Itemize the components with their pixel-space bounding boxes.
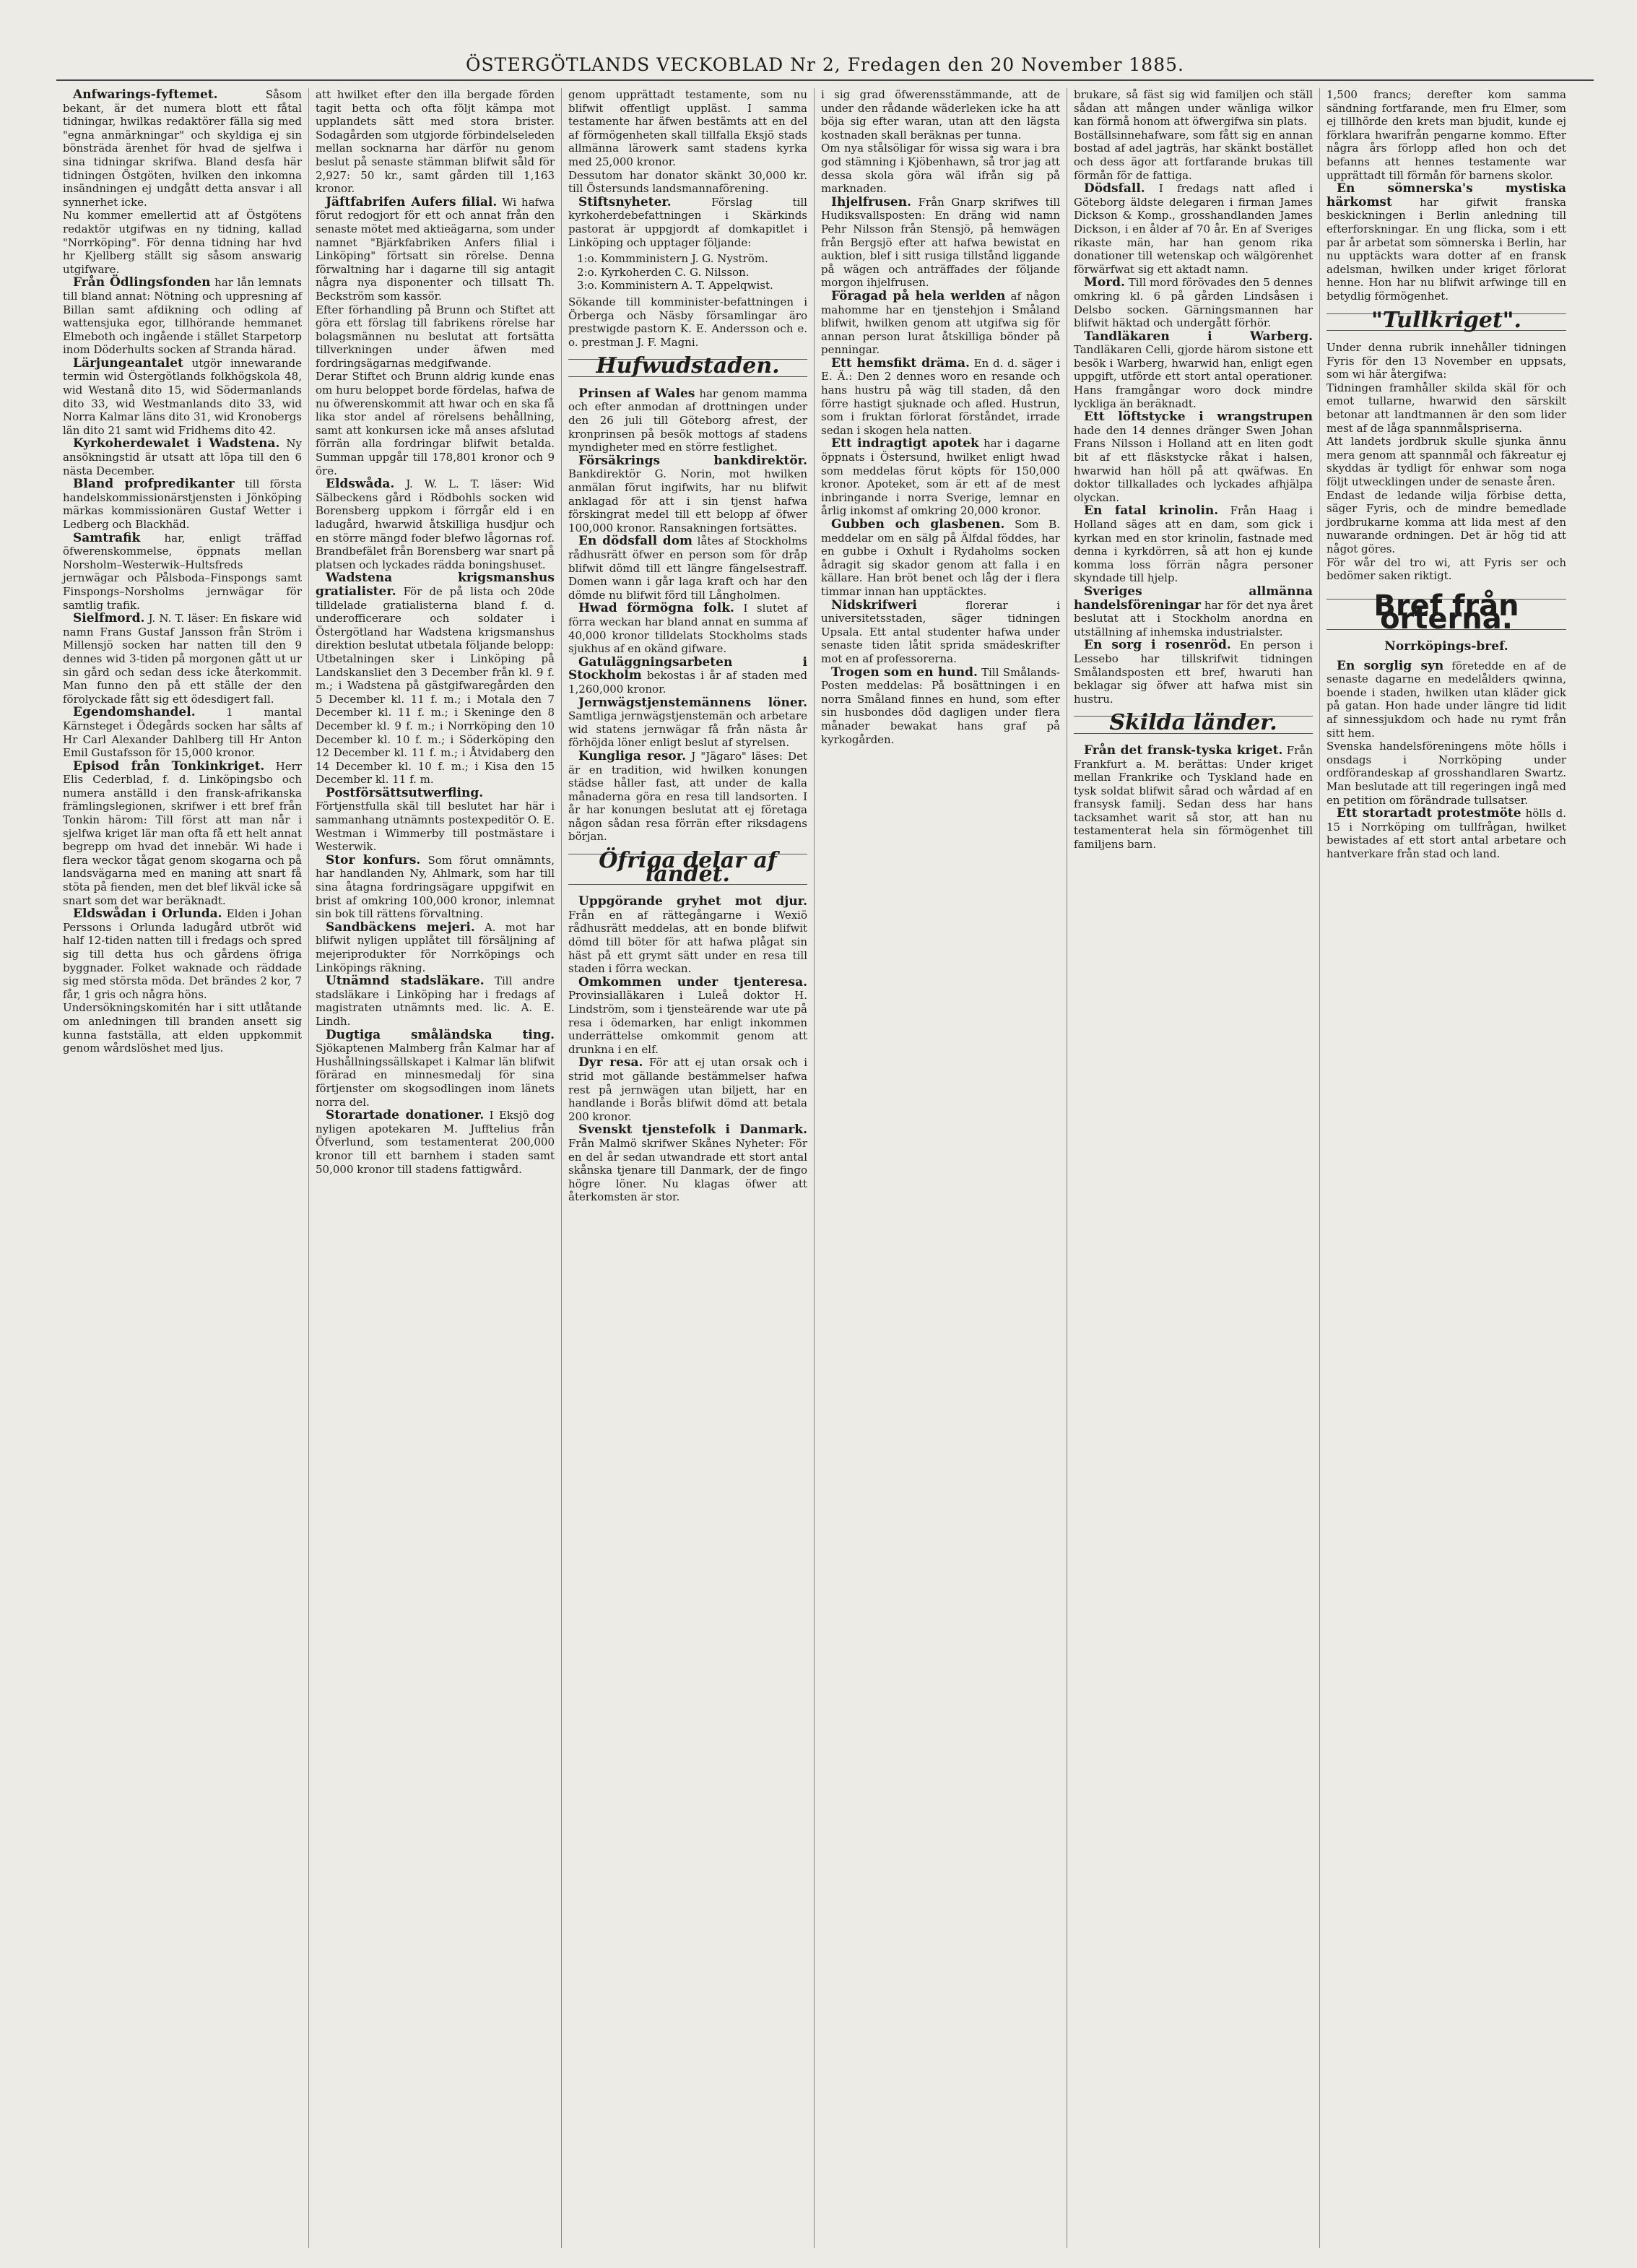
list-item: 3:o. Komministern A. T. Appelqwist. — [577, 279, 773, 293]
article-paragraph — [568, 534, 807, 602]
article-headline: Episod från Tonkinkriget. — [73, 758, 265, 774]
article-headline: Stiftsnyheter. — [578, 194, 672, 209]
article-paragraph — [1326, 740, 1566, 807]
article-body: Såsom bekant, är det numera blott ett fåtal tidningar, hwilkas redaktörer fälla sig med "egna anmärkningar" och skyldiga ej sin bönsträda ärenhet för hvad de sjelfwa i sina tidningar skrifwa. Bland desfa här tidningen Östgöten, hvilken den inkomna insändningen ej undgått detta ansvar i all synnerhet icke. — [63, 88, 302, 209]
article-body: Sökande till komminister-befattningen i Örberga och Näsby församlingar äro prestwigde pastorn K. E. Andersson och e. o. prestman J. F. Magni. — [568, 295, 807, 349]
article-paragraph — [316, 571, 555, 652]
article-paragraph — [1074, 182, 1313, 276]
article-paragraph — [1326, 182, 1566, 303]
article-body: utgör innewarande termin wid Östergötlands folkhögskola 48, wid Westanå dito 15, wid Södermanlands dito 33, wid Westmanlands dito 33, wid Norra Kalmar läns dito 31, wid Kronobergs län dito 21 samt wid Fridhems dito 42. — [63, 356, 302, 437]
article-body: En d. d. säger i E. Ä.: Den 2 dennes woro en resande och hans hustru på wäg till staden, då den förre hastigt sjuknade och afled. Hustrun, som i fruktan förlorat förståndet, irrade sedan i skogen hela natten. — [821, 356, 1060, 437]
article-body: Svenska handelsföreningens möte hölls i onsdags i Norrköping under ordförandeskap af grosshandlaren Swartz. Man beslutade att till regeringen ingå med en petition om förändrade tullsatser. — [1326, 740, 1566, 807]
article-body: af någon mahomme har en tjenstehjon i Småland blifwit, hwilken genom att utgifwa sig för annan person lurat åtskilliga bönder på penningar. — [821, 289, 1060, 357]
article-headline: Sielfmord. — [73, 611, 145, 626]
article-paragraph — [63, 532, 302, 613]
article-paragraph — [1074, 639, 1313, 706]
article-paragraph — [1074, 276, 1313, 329]
article-body: genom upprättadt testamente, som nu blifwit offentligt uppläst. I samma testamente har äfwen bestämts att en del af förmögenheten skall tillfalla Eksjö stads allmänna lärowerk samt stadens kyrka med 25,000 kronor. — [568, 88, 807, 168]
article-paragraph — [1326, 88, 1566, 182]
article-body: Från Malmö skrifwer Skånes Nyheter: För en del år sedan utwandrade ett stort antal skånska tjenare till Danmark, der de fingo högre löner. Nu klagas öfwer att återkomsten är stor. — [568, 1136, 807, 1204]
article-paragraph — [568, 196, 807, 249]
article-headline: En sömnerska's mystiska härkomst — [1326, 181, 1566, 209]
article-paragraph — [63, 276, 302, 357]
article-headline: Från Ödlingsfonden — [73, 275, 211, 290]
article-headline: Gatuläggningsarbeten i Stockholm — [568, 654, 807, 683]
article-body: Förslag till kyrkoherdebefattningen i Skärkinds pastorat är uppgjordt af domkapitlet i Linköping och upptager följande: — [568, 195, 807, 249]
masthead: ÖSTERGÖTLANDS VECKOBLAD Nr 2, Fredagen den 20 November 1885. — [56, 51, 1594, 81]
article-body: För wår del tro wi, att Fyris ser och bedömer saken riktigt. — [1326, 555, 1566, 583]
article-paragraph — [568, 750, 807, 844]
article-paragraph — [821, 290, 1060, 357]
article-headline: Lärjungeantalet — [73, 355, 183, 371]
article-body: bekostas i år af staden med 1,260,000 kronor. — [568, 669, 807, 696]
article-paragraph — [63, 907, 302, 1001]
article-list — [577, 252, 807, 293]
article-headline: En dödsfall dom — [578, 534, 693, 549]
article-paragraph — [1326, 659, 1566, 740]
article-body: Till mord förövades den 5 dennes omkring kl. 6 på gården Lindsåsen i Delsbo socken. Gärningsmannen har blifwit häktad och undergått förhör. — [1074, 276, 1313, 330]
article-body: Förtjenstfulla skäl till beslutet har här i sammanhang utnämnts postexpeditör O. E. Westman i Wimmerby till postmästare i Westerwik. — [316, 800, 555, 854]
article-headline: Prinsen af Wales — [578, 386, 695, 401]
article-body: har gifwit franska beskickningen i Berlin anledning till efterforskningar. En ung flicka, som i ett par år arbetat som sömnerska i Berlin, har nu upptäckts wara dotter af en fransk adelsman, hwilken under kriget förlorat henne. Hon har nu blifwit arfwinge till en betydlig förmögenhet. — [1326, 195, 1566, 303]
article-paragraph — [63, 477, 302, 531]
article-body: hölls d. 15 i Norrköping om tullfrågan, hwilket bewistades af ett stort antal arbetare och hantverkare från stad och land. — [1326, 807, 1566, 860]
article-headline: Eldswådan i Orlunda. — [73, 906, 222, 922]
article-paragraph — [316, 1029, 555, 1109]
article-paragraph — [821, 518, 1060, 599]
article-paragraph — [316, 787, 555, 854]
article-paragraph — [316, 974, 555, 1028]
article-body: 1,500 francs; derefter kom samma sändning fortfarande, men fru Elmer, som ej tillhörde den krets man bjudit, kunde ej förklara hwarifrån pengarne kommo. Efter några års förlopp afled hon och det befanns att hennes testamente war upprättadt till förmån för barnens skolor. — [1326, 88, 1566, 182]
article-body: Efter förhandling på Brunn och Stiftet att göra ett förslag till fabrikens rörelse har bolagsmännen nu beslutat att fortsätta tillverkningen under äfwen med fordringsägarnas medgifwande. — [316, 303, 555, 370]
article-paragraph — [1326, 341, 1566, 381]
article-headline: Sveriges allmänna handelsföreningar — [1074, 584, 1313, 613]
article-headline: Ihjelfrusen. — [831, 194, 912, 209]
article-headline: Uppgörande gryhet mot djur. — [578, 894, 807, 909]
article-paragraph — [316, 1109, 555, 1176]
article-body: till första handelskommissionärstjensten i Jönköping märkas kommissionären Gustaf Wetter i Ledberg och Blackhäd. — [63, 477, 302, 531]
article-paragraph — [1074, 744, 1313, 852]
article-paragraph — [568, 295, 807, 349]
article-headline: Ett indragtigt apotek — [831, 436, 979, 451]
article-body: Undersökningskomitén har i sitt utlåtande om anledningen till branden ansett sig kunna fastställa, att elden uppkommit genom wårdslöshet med ljus. — [63, 1001, 302, 1055]
article-paragraph — [316, 921, 555, 974]
article-body: En person i Lessebo har tillskrifwit tidningen Smålandsposten ett bref, hwaruti han beklagar sig öfwer att hafwa mist sin hustru. — [1074, 639, 1313, 706]
article-paragraph — [568, 387, 807, 454]
article-headline: Utnämnd stadsläkare. — [326, 974, 485, 989]
article-body: Tandläkaren Celli, gjorde härom sistone ett besök i Warberg, hwarwid han, enligt egen uppgift, utförde ett stort antal operationer. Hans framgångar woro dock mindre lyckliga än beräknadt. — [1074, 343, 1313, 410]
article-body: Herr Elis Cederblad, f. d. Linköpingsbo och numera anställd i den fransk-afrikanska främlingslegionen, skrifwer i ett bref från Tonkin härom: Till först att man når i sjelfwa kriget lär man ofta få ett helt annat begrepp om hvad det innebär. Wi hade i flera weckor tågat genom skogarna och på landsvägarna med en maning att snart få stöta på fienden, men det blef likväl icke så snart som det war beräknadt. — [63, 759, 302, 907]
article-paragraph — [1074, 129, 1313, 182]
article-paragraph — [63, 706, 302, 759]
article-paragraph — [1326, 556, 1566, 583]
article-headline: Svenskt tjenstefolk i Danmark. — [578, 1122, 807, 1138]
article-paragraph — [63, 437, 302, 477]
column-3 — [562, 88, 815, 2248]
article-paragraph — [821, 88, 1060, 142]
article-paragraph — [568, 1123, 807, 1204]
article-body: I fredags natt afled i Göteborg äldste delegaren i firman James Dickson & Komp., grosshandlanden James Dickson, i en ålder af 70 år. En af Sveriges rikaste män, har han genom rika donationer till wetenskap och wälgörenhet förwärfwat sig ett aktadt namn. — [1074, 182, 1313, 276]
article-body: Boställsinnehafware, som fått sig en annan bostad af adel jagträs, har skänkt bostället och dess ägor att fortfarande brukas till förmån för de fattiga. — [1074, 128, 1313, 182]
article-body: Om nya stålsöligar för wissa sig wara i bra god stämning i Kjöbenhawn, så tror jag att dessa skola göra wäl ifrån sig på marknaden. — [821, 142, 1060, 196]
section-heading: Bref från orterna. — [1326, 599, 1566, 630]
article-body: Utbetalningen sker i Linköping på Landskansliet den 3 December från kl. 9 f. m.; i Wadstena på gästgifwaregården den 5 December kl. 11 f. m.; i Motala den 7 December kl. 11 f. m.; i Skeninge den 8 December kl. 9 f. m.; i Norrköping den 10 December kl. 10 f. m.; i Söderköping den 12 December kl. 11 f. m.; i Åtvidaberg den 14 December kl. 10 f. m.; i Kisa den 15 December kl. 11 f. m. — [316, 652, 555, 787]
article-body: att hwilket efter den illa bergade förden tagit betta och ofta följt kämpa mot upplandets sätt med stora brister. Sodagården som utgjorde förbindelseleden mellan socknarna har därför nu genom beslut på senaste stämman blifwit såld för 2,927: 50 kr., samt gården till 1,163 kronor. — [316, 88, 555, 196]
article-headline: Stor konfurs. — [326, 852, 421, 867]
article-body: Provinsialläkaren i Luleå doktor H. Lindström, som i tjensteärende war ute på resa i ödemarken, har enligt inkommen underrättelse omkommit genom att drunkna i en elf. — [568, 989, 807, 1056]
article-headline: Dyr resa. — [578, 1055, 643, 1070]
article-paragraph — [821, 357, 1060, 438]
article-paragraph — [568, 895, 807, 976]
article-body: Elden i Johan Perssons i Orlunda ladugård utbröt wid half 12-tiden natten till i fredags och spred sig till detta hus och gårdens öfriga byggnader. Folket waknade och räddade sig med största möda. Det brändes 2 kor, 7 får, 1 gris och några höns. — [63, 907, 303, 1001]
article-headline: Försäkrings bankdirektör. — [578, 453, 807, 468]
article-headline: Dödsfall. — [1084, 181, 1145, 196]
section-heading: Hufwudstaden. — [568, 359, 807, 377]
section-heading: Skilda länder. — [1074, 716, 1313, 734]
article-headline: Egendomshandel. — [73, 705, 196, 720]
article-body: Från Gnarp skrifwes till Hudiksvallsposten: En dräng wid namn Pehr Nilsson från Stensjö, på hemwägen från Bergsjö efter att hafwa bewistat en auktion, blef i sitt rusiga tillstånd liggande på wägen och anträffades der följande morgon ihjelfrusen. — [821, 195, 1060, 290]
article-headline: Jernwägstjenstemännens löner. — [578, 695, 807, 710]
article-headline: Dugtiga småländska ting. — [326, 1027, 555, 1042]
article-body: låtes af Stockholms rådhusrätt öfwer en person som för dråp blifwit dömd till ett längre fängelsestraff. Domen wann i går laga kraft och har den dömde nu blifwit förd till Långholmen. — [568, 534, 808, 602]
article-body: Derar Stiftet och Brunn aldrig kunde enas om huru beloppet borde fördelas, hafwa de nu öfwerenskommit att hwar och en ska få lika stor andel af rörelsens behållning, samt att konkursen icke må anses afslutad förrän alla fordringar blifwit betalda. Summan uppgår till 178,801 kronor och 9 öre. — [316, 370, 555, 477]
article-body: har för det nya året beslutat att i Stockholm anordna en utställning af inhemska industrialster. — [1074, 598, 1313, 639]
article-headline: Anfwarings-fyftemet. — [73, 88, 218, 102]
list-item: 1:o. Kommministern J. G. Nyström. — [577, 252, 768, 266]
column-5 — [1067, 88, 1320, 2248]
article-headline: En sorglig syn — [1337, 658, 1444, 673]
article-paragraph — [1074, 504, 1313, 585]
list-item: 2:o. Kyrkoherden C. G. Nilsson. — [577, 265, 750, 279]
article-body: Under denna rubrik innehåller tidningen Fyris för den 13 November en uppsats, som wi här återgifwa: — [1326, 341, 1566, 381]
article-paragraph — [316, 652, 555, 787]
article-paragraph — [821, 142, 1060, 195]
article-paragraph — [63, 1001, 302, 1055]
article-paragraph — [568, 976, 807, 1057]
column-4 — [815, 88, 1067, 2248]
article-body: brukare, så fäst sig wid familjen och ställ sådan att mången under wänliga wilkor kan förmå honom att öfwergifwa sin plats. — [1074, 88, 1313, 129]
article-paragraph — [1074, 88, 1313, 129]
article-paragraph — [316, 303, 555, 371]
article-headline: Kyrkoherdewalet i Wadstena. — [73, 436, 280, 451]
article-headline: Sandbäckens mejeri. — [326, 919, 475, 935]
article-body: i sig grad öfwerensstämmande, att de under den rådande wäderleken icke ha att böja sig efter waran, utan att den lägsta kostnaden skall beräknas per tunna. — [821, 88, 1060, 142]
article-body: företedde en af de senaste dagarne en medelålders qwinna, boende i staden, hwilken utan kläder gick på gatan. Hon hade under längre tid lidit af sinnessjukdom och hade nu rymt från sitt hem. — [1326, 659, 1566, 740]
article-headline: Mord. — [1084, 275, 1125, 290]
article-paragraph — [316, 854, 555, 921]
article-paragraph — [1326, 435, 1566, 488]
article-paragraph — [316, 477, 555, 571]
article-paragraph — [316, 196, 555, 303]
article-body: Dessutom har donator skänkt 30,000 kr. till Östersunds landsmannaförening. — [568, 168, 807, 196]
article-headline: Ett löftstycke i wrangstrupen — [1084, 410, 1313, 425]
article-headline: En sorg i rosenröd. — [1084, 638, 1231, 653]
column-1 — [56, 88, 309, 2248]
article-headline: Trogen som en hund. — [831, 665, 978, 680]
article-paragraph — [1326, 489, 1566, 556]
article-paragraph — [821, 437, 1060, 518]
article-headline: Från det fransk-tyska kriget. — [1084, 743, 1283, 758]
section-heading: "Tullkriget". — [1326, 313, 1566, 332]
article-headline: Samtrafik — [73, 530, 141, 545]
article-headline: Postförsättsutwerfling. — [326, 785, 484, 800]
article-headline: Kungliga resor. — [578, 748, 687, 763]
article-body: Från Haag i Holland säges att en dam, som gick i kyrkan med en stor krinolin, fastnade med denna i kyrkdörren, så att hon ej kunde komma loss förrän några personer skyndade till hjelp. — [1074, 504, 1313, 585]
article-headline: Wadstena krigsmanshus gratialister. — [316, 571, 555, 599]
article-body: J. N. T. läser: En fiskare wid namn Frans Gustaf Jansson från Ström i Millensjö socken har natten till den 9 dennes wid 3-tiden på morgonen gått ut ur sin gård och sedan dess icke återkommit. Man funno den på ett ställe der den förolyckade fått sig ett ödesdigert fall. — [63, 612, 302, 706]
article-paragraph — [63, 209, 302, 276]
article-paragraph — [568, 88, 807, 169]
article-paragraph — [568, 602, 807, 655]
article-headline: Jäftfabrifen Aufers filial. — [326, 194, 498, 209]
article-headline: Ett hemsfikt dräma. — [831, 355, 970, 371]
article-body: Nu kommer emellertid att af Östgötens redaktör utgifwas en ny tidning, kallad "Norrköping". För denna tidning har hvd hr Kjellberg ställt sig såsom answarig utgifware. — [63, 209, 302, 276]
article-paragraph — [821, 666, 1060, 747]
article-paragraph — [568, 1056, 807, 1123]
article-headline: Eldswåda. — [326, 477, 395, 492]
article-paragraph — [63, 612, 302, 706]
article-body: J "Jägaro" läses: Det är en tradition, wid hwilken konungen städse håller fast, att under de kalla månaderna göra en resa till landsorten. I år har konungen beslutat att ej företaga någon sådan resa förrän efter riksdagens början. — [568, 749, 807, 844]
article-paragraph — [63, 760, 302, 908]
article-body: För att ej utan orsak och i strid mot gällande bestämmelser hafwa rest på jernwägen utan biljett, har en handlande i Borås blifwit dömd att betala 200 kronor. — [568, 1056, 807, 1123]
article-body: har, enligt träffad öfwerenskommelse, öppnats mellan Norsholm–Westerwik–Hultsfreds jernwägar och Pålsboda–Finspongs samt Finspongs–Norsholms jernwägar för samtlig trafik. — [63, 531, 302, 612]
article-body: För de på lista och 20de tilldelade gratialisterna bland f. d. underofficerare och soldater i Östergötland har Wadstena krigsmanshus direktion beslutat utbetala följande belopp: — [316, 584, 555, 652]
article-body: Wi hafwa förut redogjort för ett och annat från den senaste mötet med aktieägarna, som under namnet "Bjärkfabriken Anfers filial i Linköping" förtsatt sin rörelse. Denna förwaltning har i dagarne till sig antagit några nya disponenter och tillsatt Th. Beckström som kassör. — [316, 195, 555, 303]
article-body: Till Smålands-Posten meddelas: På bosättningen i en norra Småland finnes en hund, som efter sin husbondes död dagligen under flera månader bewakat hans graf på kyrkogården. — [821, 665, 1060, 746]
sub-heading: Norrköpings-bref. — [1384, 639, 1508, 654]
article-body: A. mot har blifwit nyligen upplåtet till försäljning af mejeriprodukter för Norrköpings och Linköpings räkning. — [316, 920, 555, 974]
article-body: Sjökaptenen Malmberg från Kalmar har af Hushållningssällskapet i Kalmar län blifwit förärad en minnesmedalj för sina förtjenster om skogsodlingen inom länets norra del. — [316, 1042, 555, 1109]
section-heading: Öfriga delar af landet. — [568, 854, 807, 885]
article-paragraph — [63, 88, 302, 209]
article-headline: Storartade donationer. — [326, 1108, 485, 1123]
article-paragraph — [821, 599, 1060, 666]
article-paragraph — [1074, 330, 1313, 411]
article-paragraph — [1074, 585, 1313, 639]
article-paragraph — [568, 696, 807, 750]
article-body: har lån lemnats till bland annat: Nötning och uppresning af Billan samt afdikning och odling af wattensjuka egor, tillhörande hemmanet Elmeboth och ingående i stället Starpetorp inom Döderhults socken af Stranda härad. — [63, 276, 302, 357]
article-body: 1 mantal Kärnsteget i Ödegårds socken har sålts af Hr Carl Alexander Dahlberg till Hr Anton Emil Gustafsson för 15,000 kronor. — [63, 706, 302, 760]
article-paragraph — [821, 196, 1060, 290]
article-paragraph — [63, 357, 302, 438]
article-body: Samtliga jernwägstjenstemän och arbetare wid statens jernwägar få från nästa år förhöjda löner enligt beslut af styrelsen. — [568, 709, 807, 750]
column-6 — [1320, 88, 1573, 2248]
article-headline: Nidskrifweri — [831, 597, 917, 613]
article-paragraph — [568, 656, 807, 696]
column-2 — [309, 88, 562, 2248]
article-body: har genom mamma och efter anmodan af drottningen under den 26 juli till Göteborg afrest, der kronprinsen på besök mottogs af stadens myndigheter med en större festlighet. — [568, 386, 807, 454]
article-headline: Tandläkaren i Warberg. — [1084, 329, 1313, 344]
article-paragraph — [316, 370, 555, 477]
article-headline: Hwad förmögna folk. — [578, 601, 734, 616]
article-headline: En fatal krinolin. — [1084, 503, 1219, 519]
article-body: Endast de ledande wilja förbise detta, säger Fyris, och de mindre bemedlade jordbrukarne komma att lida mest af den nuwarande ordningen. Det är hög tid att något göres. — [1326, 488, 1566, 555]
article-paragraph — [1326, 807, 1566, 860]
article-paragraph — [568, 169, 807, 196]
article-body: Från en af rättegångarne i Wexiö rådhusrätt meddelas, att en bonde blifwit dömd till böter för att hafwa plågat sin häst på ett grymt sätt under en resa till staden i förra weckan. — [568, 908, 807, 976]
article-body: har i dagarne öppnats i Östersund, hwilket enligt hwad som meddelas förut köpts för 150,000 kronor. Apoteket, som är ett af de mest inbringande i norra Sverige, lemnar en årlig inkomst af omkring 20,000 kronor. — [821, 437, 1060, 518]
article-body: Att landets jordbruk skulle sjunka ännu mera genom att spannmål och fäkreatur ej skyddas är tydligt för enhwar som noga följt utwecklingen under de senaste åren. — [1326, 435, 1566, 489]
article-paragraph — [568, 454, 807, 535]
article-paragraph — [1326, 381, 1566, 435]
article-body: I slutet af förra weckan har bland annat en summa af 40,000 kronor tilldelats Stockholms stads sjukhus af en okänd gifware. — [568, 602, 807, 656]
article-headline: Gubben och glasbenen. — [831, 517, 1005, 532]
article-headline: Omkommen under tjenteresa. — [578, 974, 807, 990]
article-body: Som B. meddelar om en sälg på Älfdal föddes, har en gubbe i Oxhult i Rydaholms socken ådragit sig skador genom att falla i en källare. Han bröt benet och låg der i flera timmar innan han upptäcktes. — [821, 518, 1060, 598]
article-headline: Ett storartadt protestmöte — [1337, 806, 1521, 821]
article-body: Ny ansökningstid är utsatt att löpa till den 6 nästa December. — [63, 437, 302, 477]
article-body: Tidningen framhåller skilda skäl för och emot tullarne, hwarwid den särskilt betonar att landtmannen är den som lider mest af de låga spannmålspriserna. — [1326, 381, 1566, 435]
article-body: Till andre stadsläkare i Linköping har i fredags af magistraten utnämnts med. lic. A. E. Lindh. — [316, 974, 555, 1028]
columns — [56, 88, 1594, 2248]
article-body: Från Frankfurt a. M. berättas: Under kriget mellan Frankrike och Tyskland hade en tysk soldat blifwit sårad och wårdad af en fransysk familj. Sedan dess har hans tacksamhet warit så stor, att han nu testamenterat hela sin förmögenhet till familjens barn. — [1074, 743, 1313, 852]
article-paragraph — [1074, 410, 1313, 504]
article-body: I Eksjö dog nyligen apotekaren M. Jufftelius från Öfverlund, som testamenterat 200,000 kronor till ett barnhem i staden samt 50,000 kronor till stadens fattigwård. — [316, 1109, 555, 1176]
article-body: Som förut omnämnts, har handlanden Ny, Ahlmark, som har till sina åtagna fordringsägare uppgifwit en brist af omkring 100,000 kronor, inlemnat sin bok till rättens förvaltning. — [316, 853, 555, 921]
article-body: florerar i universitetsstaden, säger tidningen Upsala. Ett antal studenter hafwa under senaste tiden låtit sprida smädeskrifter mot en af professorerna. — [821, 598, 1060, 665]
article-headline: Bland profpredikanter — [73, 477, 235, 492]
article-body: J. W. L. T. läser: Wid Sälbeckens gård i Rödbohls socken wid Borensberg uppkom i förrgår eld i en ladugård, hwarwid åtskilliga husdjur och en större mängd foder blefwo lågornas rof. Brandbefälet från Borensberg war snart på platsen och lyckades rädda boningshuset. — [316, 477, 555, 571]
article-body: Bankdirektör G. Norin, mot hwilken anmälan förut ingifwits, har nu blifwit anklagad för att i sin tjenst hafwa förskingrat medel till ett belopp af öfwer 100,000 kronor. Ransakningen fortsättes. — [568, 467, 807, 534]
article-paragraph — [316, 88, 555, 196]
article-body: hade den 14 dennes dränger Swen Johan Frans Nilsson i Holland att en liten godt bit af ett fläskstycke råkat i halsen, hwarwid han höll på att qwäfwas. En doktor tillkallades och lyckades afhjälpa olyckan. — [1074, 423, 1313, 504]
article-headline: Föragad på hela werlden — [831, 288, 1006, 303]
